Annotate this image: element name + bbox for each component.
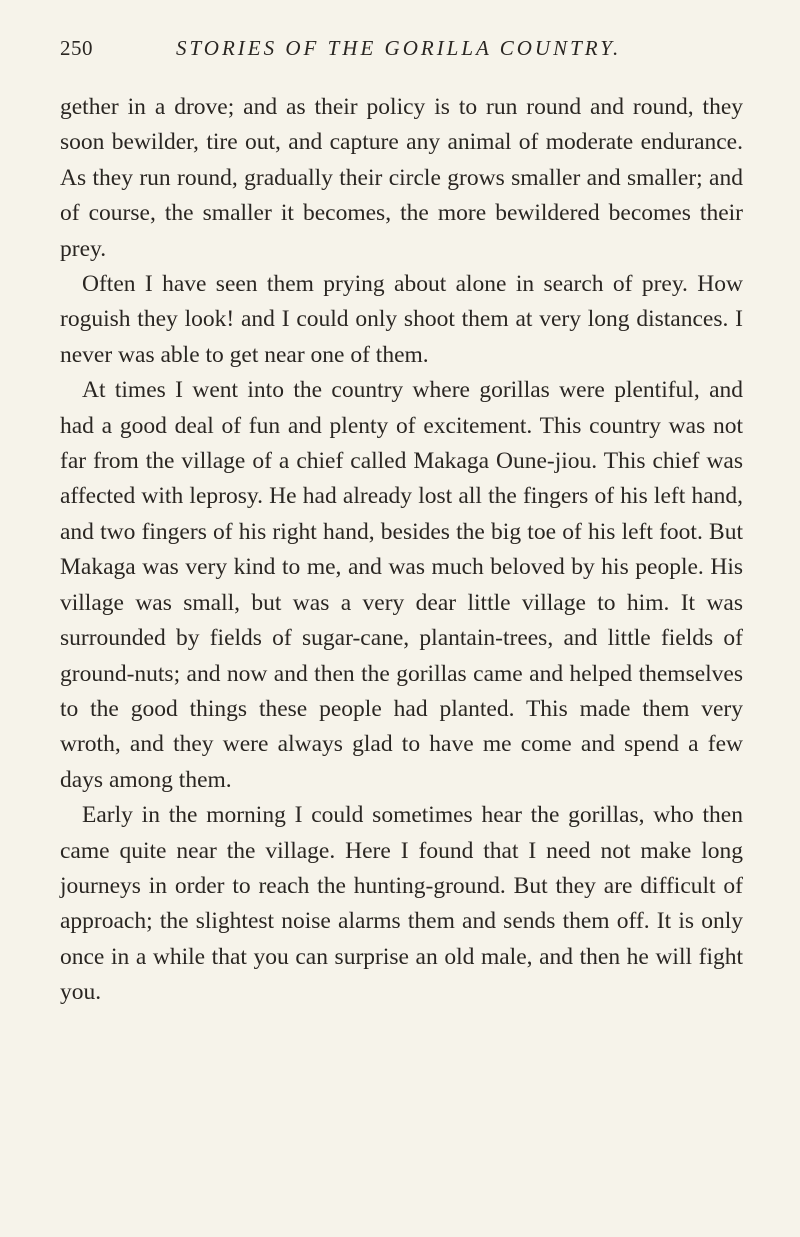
paragraph-1: gether in a drove; and as their policy is to run round and round, they soon bewilder, tire out, and capture any animal of moderate endurance. As they run round, gradually their circle grows smaller and smaller; and of course, the smaller it becomes, the more bewildered becomes their prey. xyxy=(60,94,743,262)
page-number: 250 xyxy=(60,36,93,60)
paragraph-2: Often I have seen them prying about alone in search of prey. How roguish they look! and I could only shoot them at very long distances. I never was able to get near one of them. xyxy=(60,271,743,368)
running-head xyxy=(60,36,743,70)
body-text xyxy=(60,90,743,1011)
paragraph-4: Early in the morning I could sometimes hear the gorillas, who then came quite near the village. Here I found that I need not make long journeys in order to reach the hunting-ground. But they are difficult of approach; the slightest noise alarms them and sends them off. It is only once in a while that you can surprise an old male, and then he will fight you. xyxy=(60,802,743,1006)
running-title: STORIES OF THE GORILLA COUNTRY. xyxy=(176,36,622,60)
book-page xyxy=(60,36,743,1011)
paragraph-3: At times I went into the country where gorillas were plentiful, and had a good deal of fun and plenty of excitement. This country was not far from the village of a chief called Makaga Oune-jiou. This chief was affected with leprosy. He had already lost all the fingers of his left hand, and two fingers of his right hand, besides the big toe of his left foot. But Makaga was very kind to me, and was much beloved by his people. His village was small, but was a very dear little village to him. It was surrounded by fields of sugar-cane, plantain-trees, and little fields of ground-nuts; and now and then the gorillas came and helped themselves to the good things these people had planted. This made them very wroth, and they were always glad to have me come and spend a few days among them. xyxy=(60,377,743,793)
